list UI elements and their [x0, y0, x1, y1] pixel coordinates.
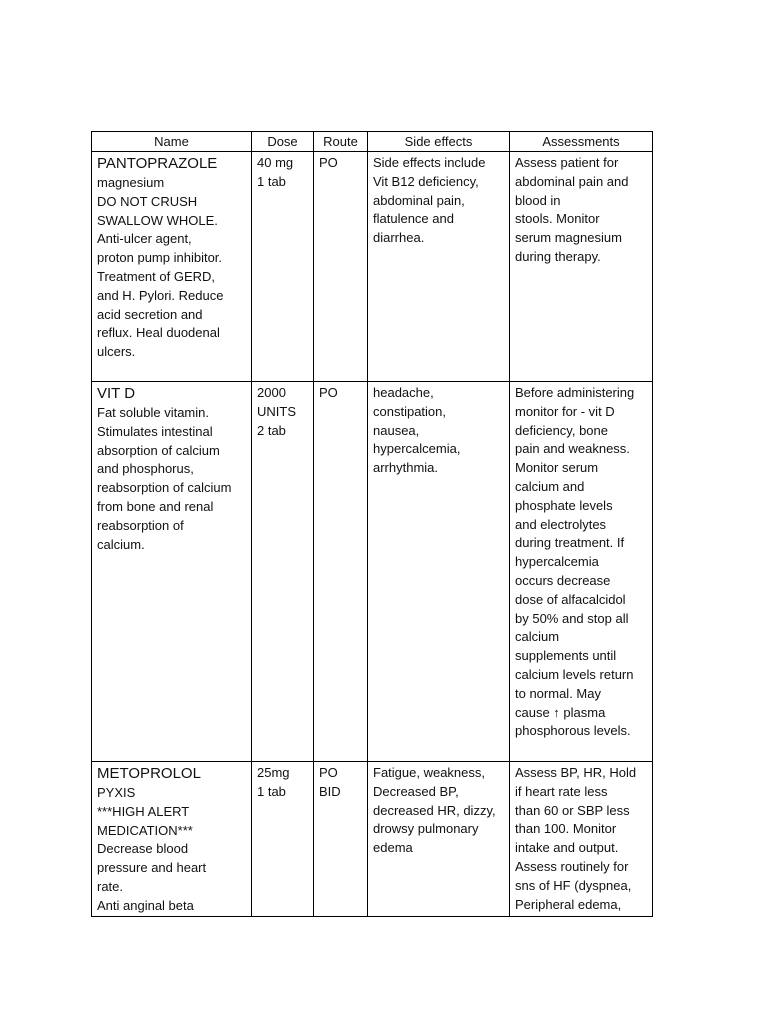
cell-text-line: than 100. Monitor: [515, 821, 617, 837]
cell-text-line: reflux. Heal duodenal: [97, 325, 220, 341]
cell-text-line: edema: [373, 840, 413, 856]
cell-text-line: magnesium: [97, 175, 165, 190]
cell-dose: [252, 762, 314, 917]
cell-text-line: Assess BP, HR, Hold: [515, 765, 637, 780]
cell-name: [92, 152, 252, 382]
cell-text-line: Anti anginal beta: [97, 897, 194, 913]
cell-text-line: Anti-ulcer agent,: [97, 231, 192, 247]
cell-text-line: Before administering: [515, 385, 635, 400]
cell-text-line: during treatment. If: [515, 535, 625, 551]
cell-name: [92, 382, 252, 762]
cell-text-line: constipation,: [373, 403, 446, 419]
cell-text-line: hypercalcemia: [515, 554, 599, 570]
cell-text-line: by 50% and stop all: [515, 610, 629, 626]
cell-text-line: Treatment of GERD,: [97, 268, 215, 284]
cell-dose: [252, 152, 314, 382]
cell-text-line: UNITS: [257, 403, 296, 419]
cell-text-line: monitor for - vit D: [515, 403, 615, 419]
cell-text-line: ***HIGH ALERT: [97, 803, 190, 819]
cell-text-line: calcium and: [515, 478, 585, 494]
cell-text-line: PO: [319, 385, 338, 400]
cell-text-line: 2 tab: [257, 422, 286, 438]
cell-text-line: 2000: [257, 385, 286, 400]
header-side-effects: Side effects: [368, 132, 510, 152]
cell-text-line: ulcers.: [97, 344, 136, 360]
cell-text-line: Decreased BP,: [373, 783, 459, 799]
table-row: [92, 762, 653, 917]
cell-text-line: acid secretion and: [97, 306, 203, 322]
header-assessments: Assessments: [510, 132, 653, 152]
cell-text-line: deficiency, bone: [515, 422, 608, 438]
cell-text-line: Fatigue, weakness,: [373, 765, 486, 780]
cell-text-line: headache,: [373, 385, 434, 400]
cell-side-effects: [368, 762, 510, 917]
cell-text-line: reabsorption of: [97, 517, 184, 533]
medication-table: [91, 131, 653, 917]
table-row: [92, 382, 653, 762]
cell-text-line: reabsorption of calcium: [97, 480, 232, 496]
drug-name: VIT D: [97, 385, 136, 402]
cell-text-line: 1 tab: [257, 173, 286, 189]
cell-text-line: to normal. May: [515, 685, 601, 701]
cell-text-line: DO NOT CRUSH: [97, 193, 198, 209]
cell-text-line: than 60 or SBP less: [515, 802, 630, 818]
cell-text-line: if heart rate less: [515, 783, 608, 799]
cell-text-line: Side effects include: [373, 155, 486, 170]
cell-text-line: occurs decrease: [515, 572, 611, 588]
cell-text-line: intake and output.: [515, 840, 619, 856]
cell-text-line: stools. Monitor: [515, 211, 600, 227]
table-header-row: [92, 132, 653, 152]
cell-text-line: PO: [319, 155, 338, 170]
cell-text-line: proton pump inhibitor.: [97, 250, 223, 266]
cell-text-line: from bone and renal: [97, 498, 214, 514]
cell-text-line: serum magnesium: [515, 230, 622, 246]
cell-text-line: during therapy.: [515, 248, 601, 264]
cell-text-line: calcium.: [97, 536, 145, 552]
cell-text-line: supplements until: [515, 648, 617, 664]
drug-name: METOPROLOL: [97, 765, 201, 782]
cell-text-line: and phosphorus,: [97, 461, 194, 477]
cell-text-line: decreased HR, dizzy,: [373, 802, 496, 818]
cell-text-line: BID: [319, 783, 341, 799]
cell-assessments: [510, 762, 653, 917]
cell-text-line: rate.: [97, 878, 124, 894]
header-name: Name: [92, 132, 252, 152]
cell-text-line: Peripheral edema,: [515, 896, 622, 912]
cell-text-line: diarrhea.: [373, 230, 425, 246]
cell-text-line: Assess routinely for: [515, 858, 629, 874]
cell-text-line: absorption of calcium: [97, 442, 220, 458]
cell-text-line: calcium levels return: [515, 666, 634, 682]
cell-text-line: dose of alfacalcidol: [515, 591, 626, 607]
cell-text-line: SWALLOW WHOLE.: [97, 212, 218, 228]
cell-text-line: cause ↑ plasma: [515, 704, 606, 720]
cell-text-line: abdominal pain and: [515, 173, 629, 189]
cell-text-line: and H. Pylori. Reduce: [97, 287, 224, 303]
cell-text-line: 40 mg: [257, 155, 294, 170]
drug-name: PANTOPRAZOLE: [97, 155, 218, 172]
cell-text-line: Fat soluble vitamin.: [97, 405, 209, 420]
cell-text-line: Stimulates intestinal: [97, 423, 213, 439]
cell-route: [314, 382, 368, 762]
cell-name: [92, 762, 252, 917]
cell-assessments: [510, 382, 653, 762]
cell-text-line: calcium: [515, 629, 560, 645]
cell-text-line: abdominal pain,: [373, 192, 465, 208]
cell-text-line: flatulence and: [373, 211, 454, 227]
cell-text-line: 1 tab: [257, 783, 286, 799]
cell-text-line: and electrolytes: [515, 516, 607, 532]
cell-text-line: 25mg: [257, 765, 290, 780]
cell-route: [314, 762, 368, 917]
cell-text-line: pain and weakness.: [515, 441, 630, 457]
cell-route: [314, 152, 368, 382]
cell-text-line: pressure and heart: [97, 860, 207, 876]
cell-text-line: nausea,: [373, 422, 420, 438]
cell-side-effects: [368, 152, 510, 382]
cell-text-line: PYXIS: [97, 785, 136, 800]
cell-text-line: blood in: [515, 192, 561, 208]
cell-text-line: phosphate levels: [515, 497, 613, 513]
cell-dose: [252, 382, 314, 762]
cell-text-line: drowsy pulmonary: [373, 821, 479, 837]
cell-text-line: PO: [319, 765, 338, 780]
cell-side-effects: [368, 382, 510, 762]
cell-text-line: hypercalcemia,: [373, 441, 461, 457]
cell-text-line: Monitor serum: [515, 460, 599, 476]
cell-text-line: Decrease blood: [97, 841, 189, 857]
cell-text-line: MEDICATION***: [97, 822, 193, 838]
header-dose: Dose: [252, 132, 314, 152]
cell-text-line: phosphorous levels.: [515, 723, 631, 739]
cell-text-line: arrhythmia.: [373, 460, 439, 476]
table-row: [92, 152, 653, 382]
header-route: Route: [314, 132, 368, 152]
cell-assessments: [510, 152, 653, 382]
cell-text-line: Vit B12 deficiency,: [373, 173, 479, 189]
cell-text-line: Assess patient for: [515, 155, 619, 170]
cell-text-line: sns of HF (dyspnea,: [515, 877, 632, 893]
